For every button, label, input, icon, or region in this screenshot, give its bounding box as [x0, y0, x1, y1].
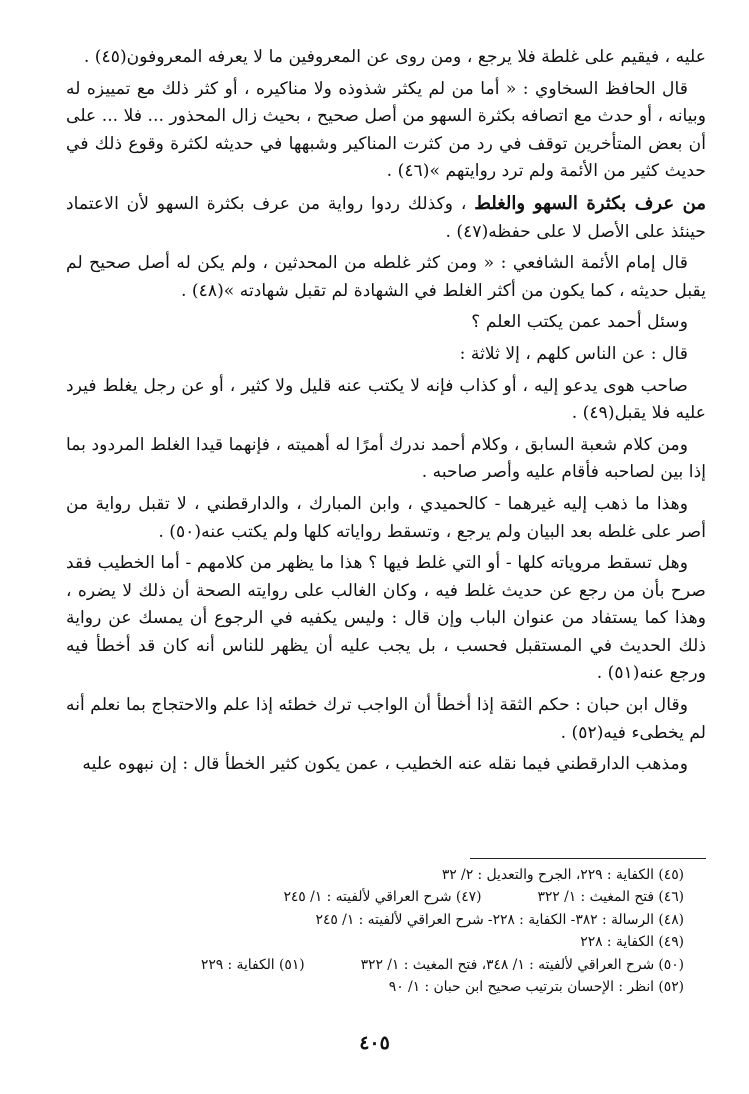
page-number: ٤٠٥	[359, 1032, 390, 1054]
paragraph-2: قال الحافظ السخاوي : « أما من لم يكثر شذوذه ولا مناكيره ، أو كثر ذلك مع تمييزه له وبيانه ، أو حدث مع اتصافه بكثرة السهو من أصل صحيح ، بحيث زال المحذور ... فلا ... على أن بعض المتأخرين توقف في رد من كثرت المناكير وشبهها في حديثه لكثرة وقوع ذلك في حديث كثير من الأئمة ولم ترد روايتهم »(٤٦) .	[66, 78, 706, 182]
paragraph-10: وهل تسقط مروياته كلها - أو التي غلط فيها ؟ هذا ما يظهر من كلامهم - أما الخطيب فقد صرح بأن من رجع عن حديث غلط فيه ، وكان الغالب على روايته الصحة أن ذلك لا يضره ، وهذا كما يستفاد من عنوان الباب وإن قال : وليس يكفيه في الرجوع أن يمسك عن رواية ذلك الحديث في المستقبل فحسب ، بل يجب عليه أن يظهر للناس أنه كان قد أخطأ فيه ورجع عنه(٥١) .	[66, 553, 706, 684]
footnote-row	[66, 909, 684, 931]
footnote-row	[66, 931, 684, 953]
footnote-46: (٤٦) فتح المغيث : ١/ ٣٢٢	[537, 889, 684, 906]
paragraph-9: وهذا ما ذهب إليه غيرهما - كالحميدي ، وابن المبارك ، والدارقطني ، لا تقبل رواية من أصر على غلطه بعد البيان ولم يرجع ، وتسقط رواياته كلها ولم يكتب عنه(٥٠) .	[66, 493, 706, 542]
paragraph-11: وقال ابن حبان : حكم الثقة إذا أخطأ أن الواجب ترك خطئه إذا علم والاحتجاج بما نعلم أنه لم يخطىء فيه(٥٢) .	[66, 695, 706, 743]
paragraph-3	[66, 190, 706, 246]
paragraph-3-text: ، وكذلك ردوا رواية من عرف بكثرة السهو لأن الاعتماد حينئذ على الأصل لا على حفظه(٤٧) .	[66, 193, 706, 242]
paragraph-7: صاحب هوى يدعو إليه ، أو كذاب فإنه لا يكتب عنه قليل ولا كثير ، أو عن رجل يغلط فيرد عليه فلا يقبل(٤٩) .	[66, 375, 706, 424]
footnote-49: (٤٩) الكفاية : ٢٢٨	[580, 934, 684, 951]
footnote-row	[66, 886, 684, 908]
footnote-47: (٤٧) شرح العراقي لألفيته : ١/ ٢٤٥	[283, 889, 482, 906]
footnote-51: (٥١) الكفاية : ٢٢٩	[200, 956, 305, 973]
paragraph-4: قال إمام الأئمة الشافعي : « ومن كثر غلطه من المحدثين ، ولم يكن له أصل صحيح لم يقبل حديثه ، كما يكون من أكثر الغلط في الشهادة لم تقبل شهادته »(٤٨) .	[66, 253, 706, 301]
section-heading: من عرف بكثرة السهو والغلط	[474, 192, 707, 214]
paragraph-12: ومذهب الدارقطني فيما نقله عنه الخطيب ، عمن يكون كثير الخطأ قال : إن نبهوه عليه	[82, 754, 688, 775]
footnotes	[66, 864, 684, 998]
footnote-45: (٤٥) الكفاية : ٢٢٩، الجرح والتعديل : ٢/ ٣٢	[441, 867, 684, 883]
footnote-row	[66, 864, 684, 886]
footnote-divider	[470, 858, 706, 859]
paragraph-6: قال : عن الناس كلهم ، إلا ثلاثة :	[459, 343, 688, 364]
paragraph-8: ومن كلام شعبة السابق ، وكلام أحمد ندرك أمرًا له أهميته ، فإنهما قيدا الغلط المردود بما إذا بين لصاحبه فأقام عليه وأصر صاحبه .	[66, 434, 706, 483]
main-text	[66, 44, 706, 783]
footnote-50: (٥٠) شرح العراقي لألفيته : ١/ ٣٤٨، فتح المغيث : ١/ ٣٢٢	[360, 956, 684, 973]
footnote-48: (٤٨) الرسالة : ٣٨٢- الكفاية : ٢٢٨- شرح العراقي لألفيته : ١/ ٢٤٥	[315, 911, 684, 928]
footnote-52: (٥٢) انظر : الإحسان بترتيب صحيح ابن حبان : ١/ ٩٠	[388, 979, 684, 996]
paragraph-1: عليه ، فيقيم على غلطة فلا يرجع ، ومن روى عن المعروفين ما لا يعرفه المعروفون(٤٥) .	[83, 47, 706, 67]
paragraph-5: وسئل أحمد عمن يكتب العلم ؟	[471, 312, 688, 333]
footnote-row	[66, 954, 684, 976]
footnote-row	[66, 976, 684, 998]
